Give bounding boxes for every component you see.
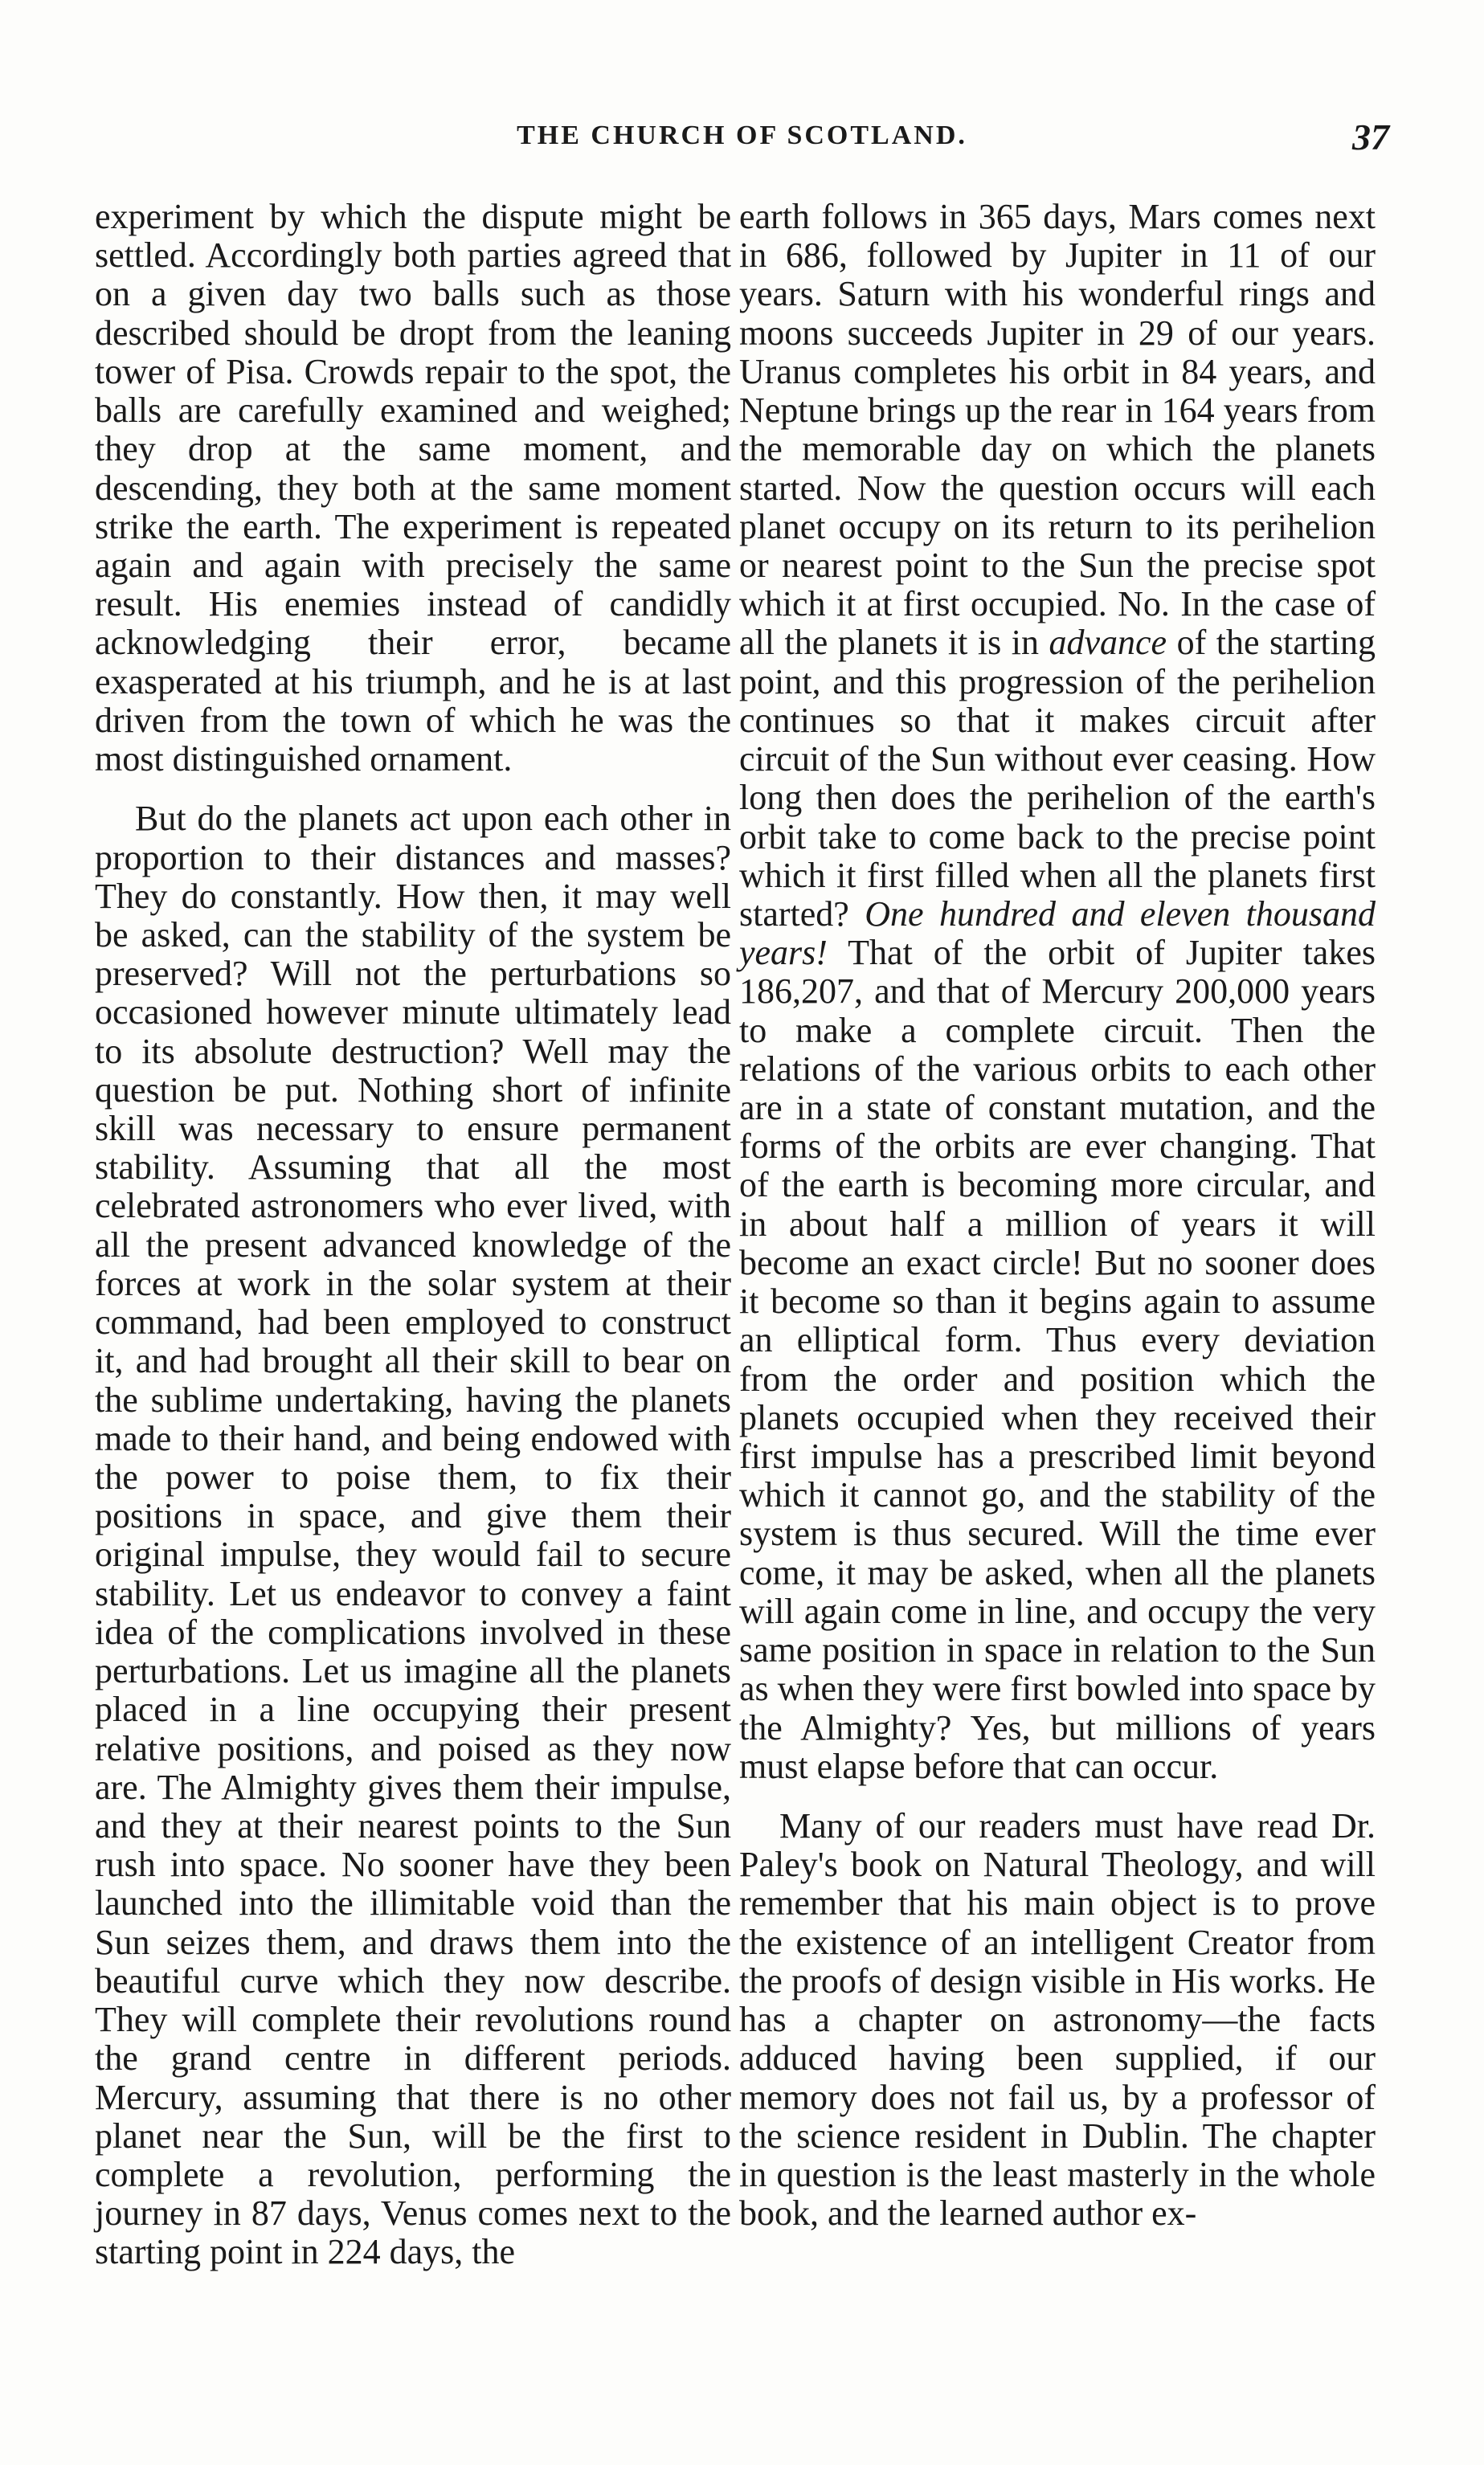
text-run: earth follows in 365 days, Mars comes next in 686, followed by Jupiter in 11 of our years. Saturn with his wonderful rings and moons succeeds Jupiter in 29 of our years. Uranus completes his orbit in 84 years, and Neptune brings up the rear in 164 years from the memorable day on which the planets started. Now the question occurs will each planet occupy on its return to its perihelion or nearest point to the Sun the precise spot which it at first occupied. No. In the case of all the planets it is in [739, 197, 1376, 663]
right-column [739, 198, 1376, 2233]
paragraph: experiment by which the dispute might be settled. Accordingly both parties agreed that on a given day two balls such as those described should be dropt from the leaning tower of Pisa. Crowds repair to the spot, the balls are carefully examined and weighed; they drop at the same moment, and descending, they both at the same moment strike the earth. The experiment is repeated again and again with precisely the same result. His enemies instead of candidly acknowledging their error, became exasperated at his triumph, and he is at last driven from the town of which he was the most distinguished ornament. [95, 197, 731, 779]
italic-text: One hundred and eleven thousand years! [739, 893, 1376, 973]
paragraph: Many of our readers must have read Dr. Paley's book on Natural Theology, and will remember that his main object is to prove the existence of an intelligent Creator from the proofs of design visible in His works. He has a chapter on astronomy—the facts adduced having been supplied, if our memory does not fail us, by a professor of the science resident in Dublin. The chapter in question is the least masterly in the whole book, and the learned author ex- [739, 1805, 1376, 2234]
paragraph [739, 198, 1376, 1786]
italic-text: advance [1049, 623, 1167, 663]
text-run: That of the orbit of Jupiter takes 186,207, and that of Mercury 200,000 years to make a complete circuit. Then the relations of the various orbits to each other are in a state of constant mutation, and the forms of the orbits are ever changing. That of the earth is becoming more circular, and in about half a million of years it will become an exact circle! But no sooner does it become so than it begins again to assume an elliptical form. Thus every deviation from the order and position which the planets occupied when they received their first impulse has a prescribed limit beyond which it cannot go, and the stability of the system is thus secured. Will the time ever come, it may be asked, when all the planets will again come in line, and occupy the very same position in space in relation to the Sun as when they were first bowled into space by the Almighty? Yes, but millions of years must elapse before that can occur. [739, 933, 1376, 1786]
paragraph: But do the planets act upon each other in proportion to their distances and masses? They do constantly. How then, it may well be asked, can the stability of the system be preserved? Will not the perturbations so occasioned however minute ultimately lead to its absolute destruction? Well may the question be put. Nothing short of infinite skill was necessary to ensure permanent stability. Assuming that all the most celebrated astronomers who ever lived, with all the present advanced knowledge of the forces at work in the solar system at their command, had been employed to construct it, and had brought all their skill to bear on the sublime undertaking, having the planets made to their hand, and being endowed with the power to poise them, to fix their positions in space, and give them their original impulse, they would fail to secure stability. Let us endeavor to convey a faint idea of the complications involved in these perturbations. Let us imagine all the planets placed in a line occupying their present relative positions, and poised as they now are. The Almighty gives them their impulse, and they at their nearest points to the Sun rush into space. No sooner have they been launched into the illimitable void than the Sun seizes them, and draws them into the beautiful curve which they now describe. They will complete their revolutions round the grand centre in different periods. Mercury, assuming that there is no other planet near the Sun, will be the first to complete a revolution, performing the journey in 87 days, Venus comes next to the starting point in 224 days, the [95, 799, 731, 2272]
text-run: of the starting point, and this progression of the perihelion continues so that it makes circuit after circuit of the Sun without ever ceasing. How long then does the perihelion of the earth's orbit take to come back to the precise point which it first filled when all the planets first started? [739, 623, 1376, 934]
running-title: THE CHURCH OF SCOTLAND. [517, 121, 967, 150]
page-number: 37 [1352, 117, 1389, 157]
running-head [88, 117, 1396, 177]
left-column [95, 198, 731, 2272]
